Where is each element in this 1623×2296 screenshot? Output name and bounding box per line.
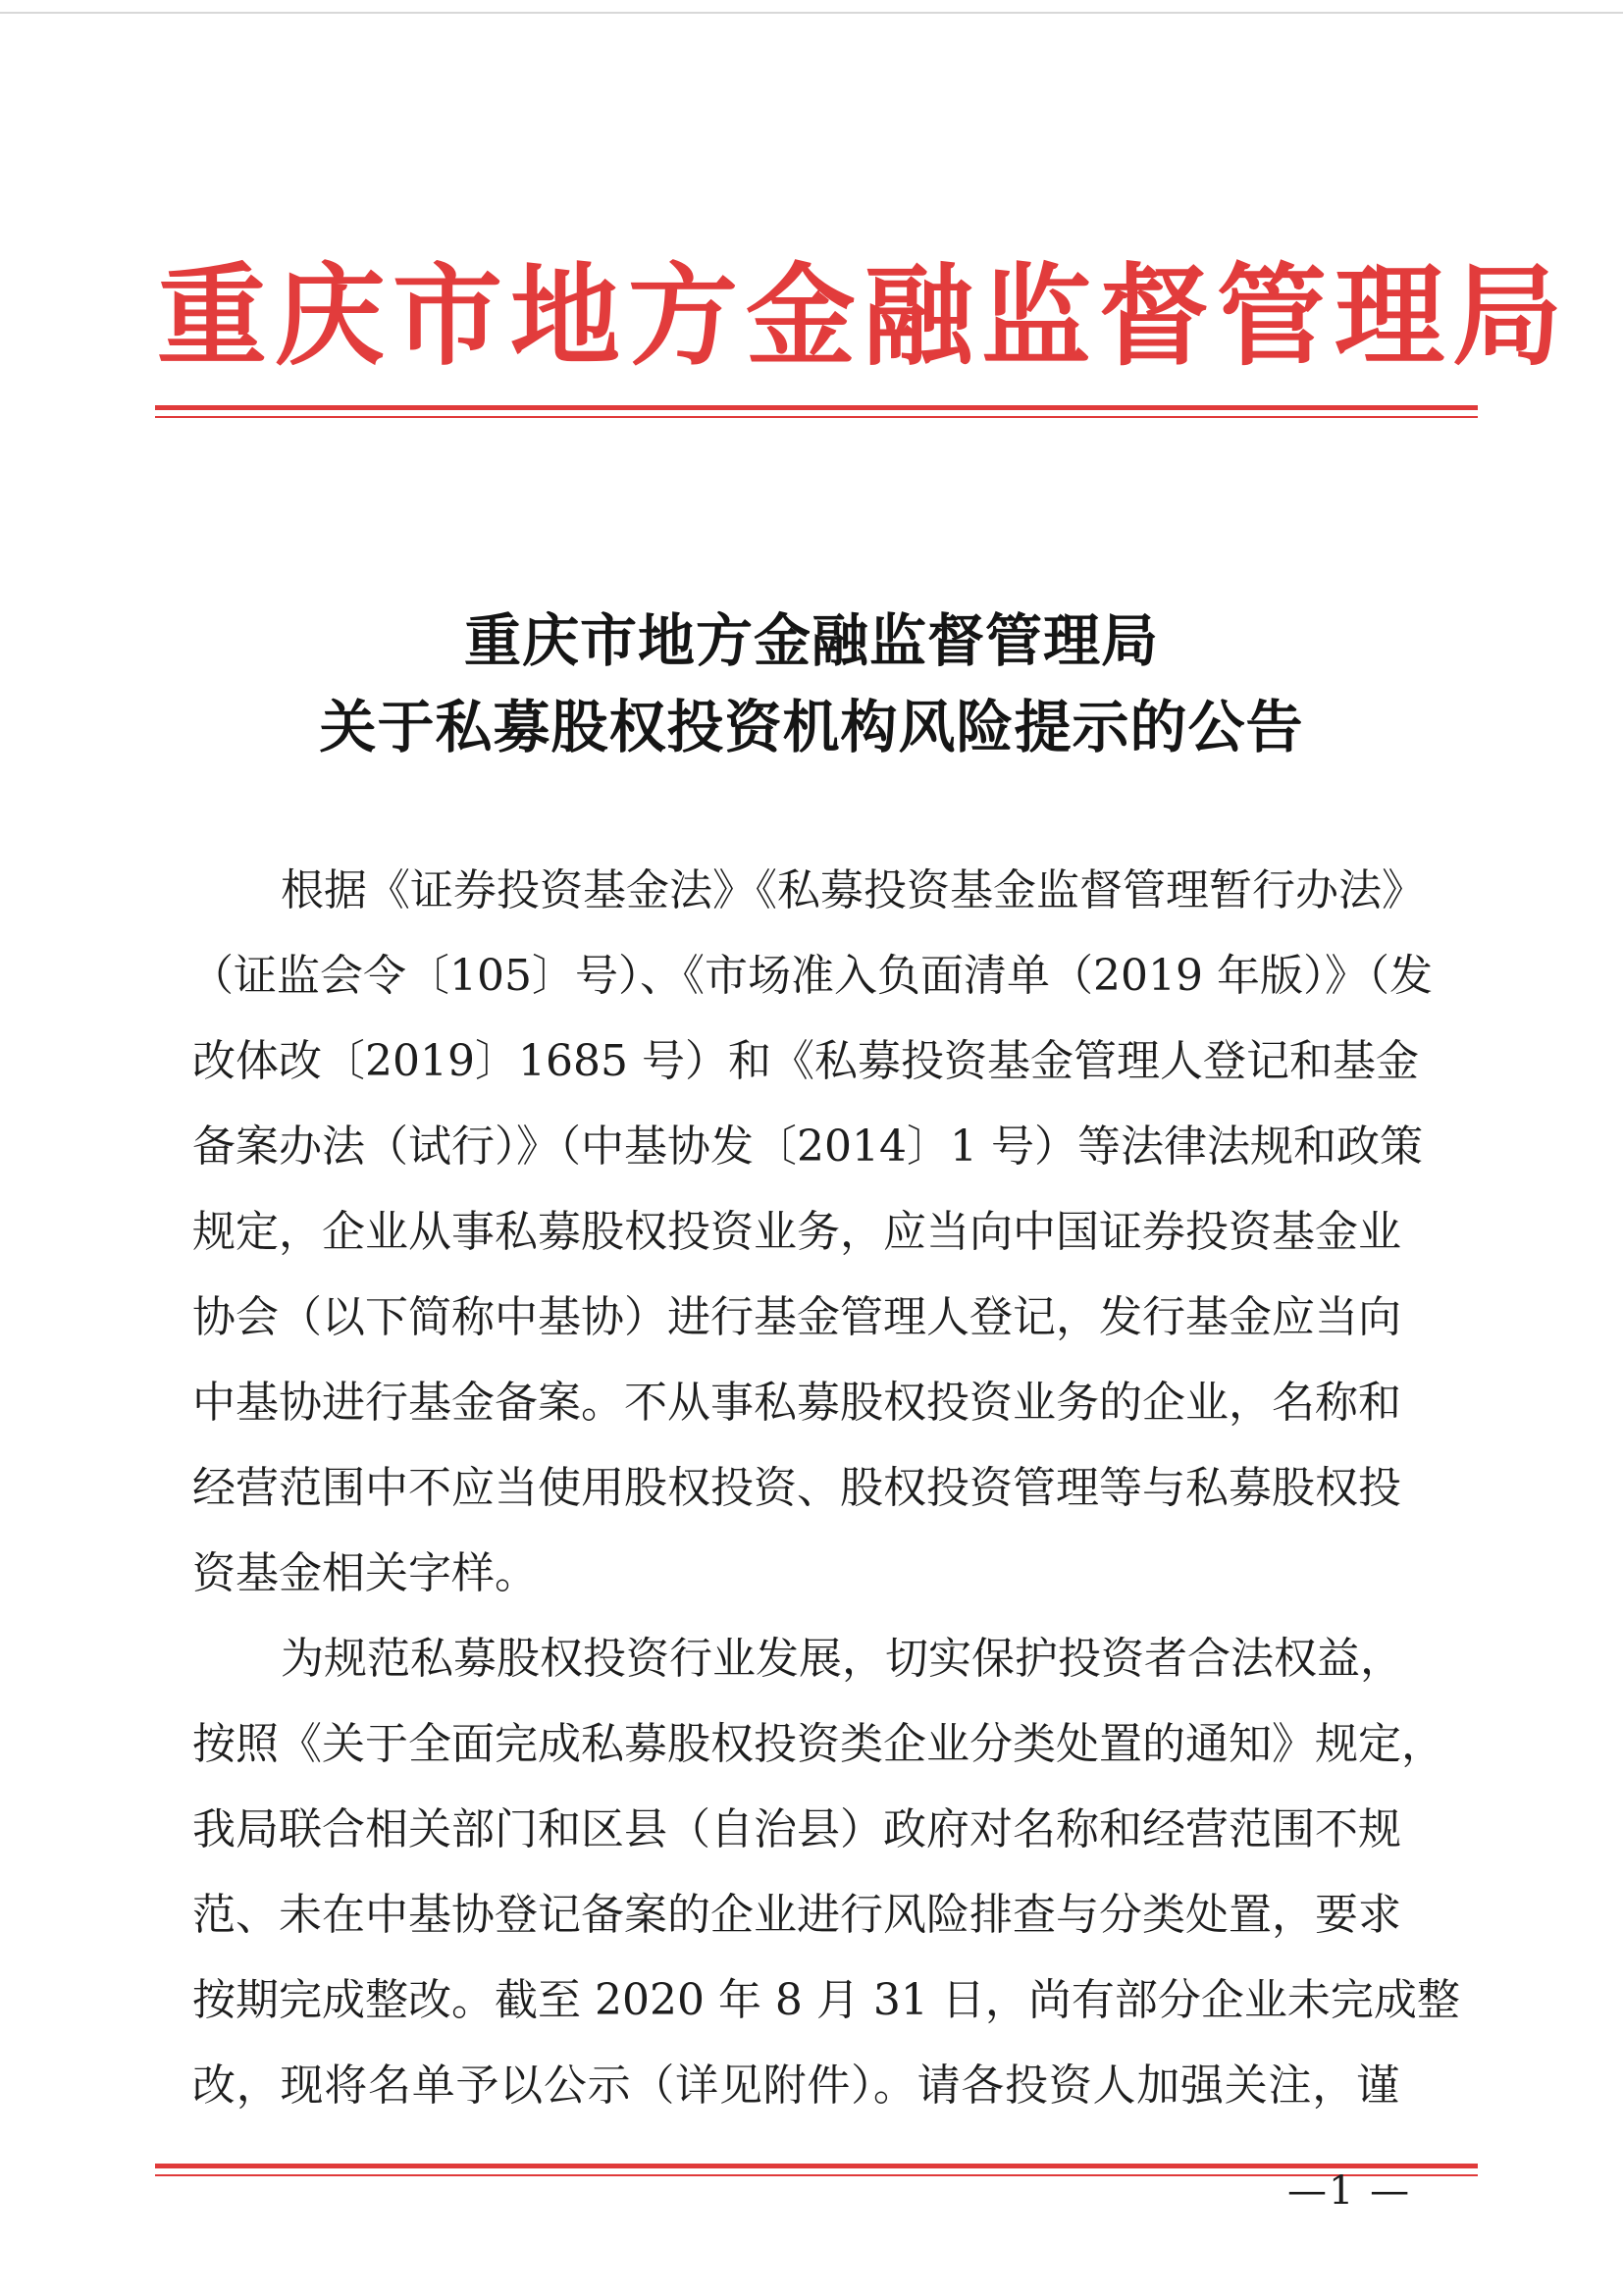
paragraph-1-line: 根据《证券投资基金法》《私募投资基金监督管理暂行办法》 xyxy=(281,865,1425,915)
paragraph-1-line: 规定，企业从事私募股权投资业务，应当向中国证券投资基金业 xyxy=(192,1207,1401,1257)
document-title-line-1: 重庆市地方金融监督管理局 xyxy=(463,607,1159,674)
letterhead-red-rule-thin xyxy=(155,416,1478,418)
paragraph-1-line: （证监会令〔105〕号）、《市场准入负面清单（2019 年版）》（发 xyxy=(190,951,1433,1001)
paragraph-1-line: 资基金相关字样。 xyxy=(192,1548,538,1598)
paragraph-2-line: 按照《关于全面完成私募股权投资类企业分类处置的通知》规定， xyxy=(192,1719,1444,1769)
page-number: —1 — xyxy=(1287,2168,1412,2214)
letterhead-red-rule-thick xyxy=(155,405,1478,410)
paragraph-1-line: 协会（以下简称中基协）进行基金管理人登记，发行基金应当向 xyxy=(192,1292,1401,1342)
paragraph-1 xyxy=(190,848,1433,1616)
document-title-line-2: 关于私募股权投资机构风险提示的公告 xyxy=(319,694,1304,760)
paragraph-2-line: 为规范私募股权投资行业发展，切实保护投资者合法权益， xyxy=(281,1634,1403,1684)
paragraph-2-line: 按期完成整改。截至 2020 年 8 月 31 日，尚有部分企业未完成整 xyxy=(192,1975,1460,2025)
paragraph-2-line: 我局联合相关部门和区县（自治县）政府对名称和经营范围不规 xyxy=(192,1804,1401,1854)
paragraph-2 xyxy=(192,1616,1460,2128)
letterhead-org-name: 重庆市地方金融监督管理局 xyxy=(157,253,1570,381)
footer-red-rule-thin xyxy=(155,2174,1478,2176)
paragraph-1-line: 经营范围中不应当使用股权投资、股权投资管理等与私募股权投 xyxy=(192,1463,1401,1513)
footer-red-rule-thick xyxy=(155,2164,1478,2168)
paragraph-1-line: 中基协进行基金备案。不从事私募股权投资业务的企业，名称和 xyxy=(192,1378,1401,1428)
paragraph-2-line: 改，现将名单予以公示（详见附件）。请各投资人加强关注，谨 xyxy=(192,2061,1399,2111)
scan-edge-line xyxy=(0,12,1623,14)
paragraph-2-line: 范、未在中基协登记备案的企业进行风险排查与分类处置，要求 xyxy=(192,1890,1401,1940)
paragraph-1-line: 备案办法（试行）》（中基协发〔2014〕1 号）等法律法规和政策 xyxy=(192,1122,1423,1172)
document-body xyxy=(190,848,1460,2128)
paragraph-1-line: 改体改〔2019〕1685 号）和《私募投资基金管理人登记和基金 xyxy=(192,1036,1419,1086)
